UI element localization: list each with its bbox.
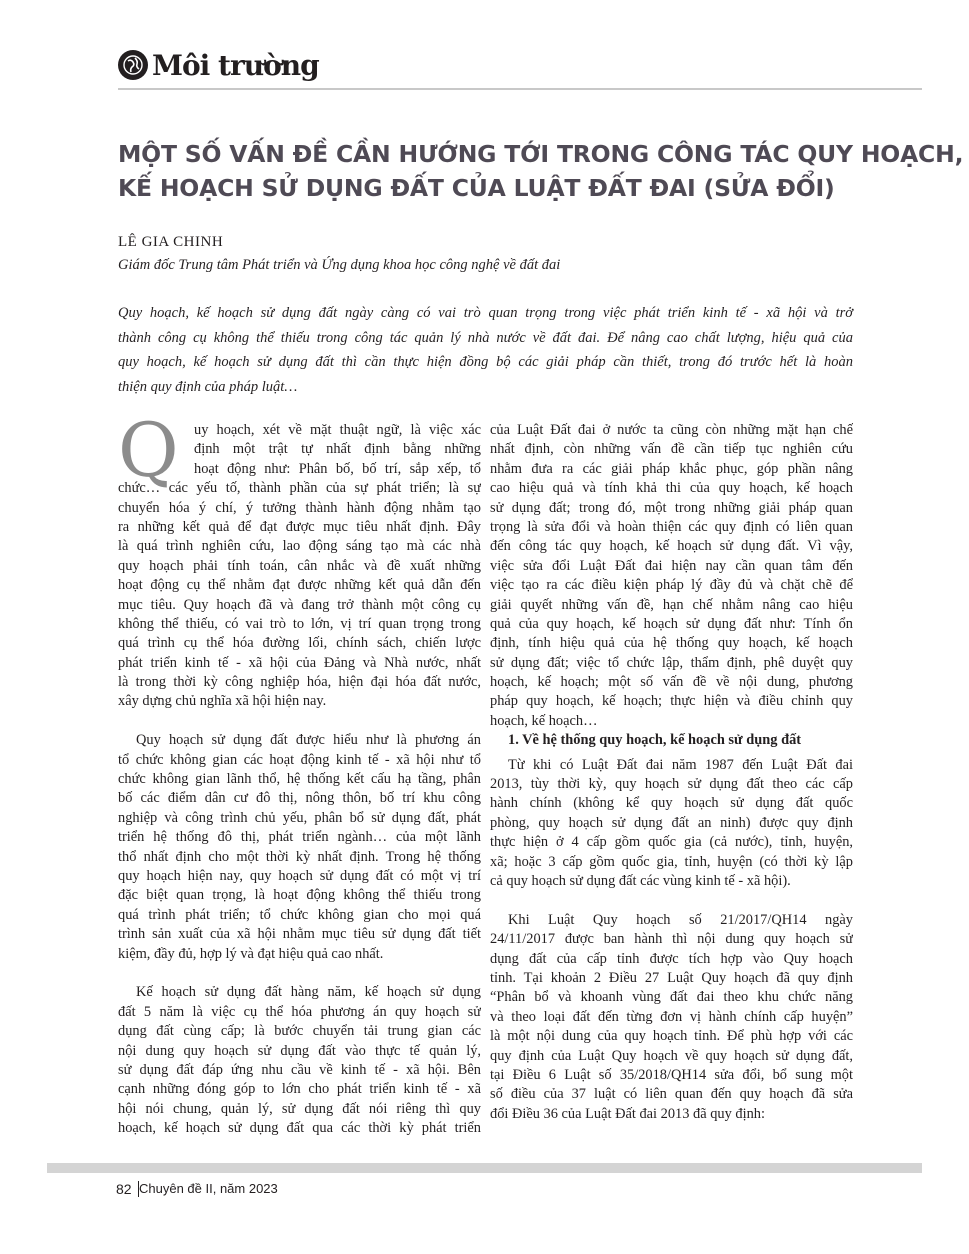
text-line: 24/11/2017 được ban hành thì nội dung quy hoạch sử: [490, 931, 853, 948]
text-line: quá trình phát triển; tổ chức không gian cho mọi quá: [118, 906, 481, 923]
text-line: nội dung quy hoạch sử dụng đất vào thực tế quản lý,: [118, 1042, 481, 1059]
abstract-line: thiện quy định của pháp luật…: [118, 378, 298, 395]
text-line: triển hệ thống đô thị, phát triển ngành… của một lãnh: [118, 829, 481, 846]
section-header: [118, 46, 319, 84]
text-line: xây dựng chủ nghĩa xã hội hiện nay.: [118, 693, 327, 710]
body-column-left: [118, 421, 481, 1138]
section-heading: 1. Về hệ thống quy hoạch, kế hoạch sử dụng đất: [508, 732, 802, 749]
text-line: là một nội dung của quy hoạch tỉnh. Để phù hợp với các: [490, 1028, 853, 1045]
drop-cap: Q: [118, 408, 179, 494]
text-line: số điều của 37 luật có liên quan đến quy hoạch đã sửa: [490, 1086, 853, 1103]
footer-band: [47, 1163, 922, 1173]
text-line: của Luật Đất đai ở nước ta cũng còn những mặt hạn chế: [490, 422, 853, 438]
text-line: quá trình cụ thể hóa đường lối, chính sách, chiến lược: [118, 635, 481, 652]
text-line: hoạt động cụ thể nhằm đạt được những kết quả dẫn đến: [118, 577, 481, 594]
paragraph: [118, 731, 481, 964]
text-line: nhất định, còn những vấn đề cần tiếp tục nghiên cứu: [490, 441, 853, 458]
text-line: Kế hoạch sử dụng đất hàng năm, kế hoạch sử dụng: [136, 984, 481, 1001]
text-line: Quy hoạch sử dụng đất được hiểu như là phương án: [136, 732, 481, 749]
paragraph: [490, 421, 853, 731]
text-line: định một trật tự nhất định bằng những: [194, 441, 481, 458]
issue-label: Chuyên đề II, năm 2023: [139, 1181, 278, 1196]
text-line: quy hoạch phải tính toán, cân nhắc và đề xuất những: [118, 557, 481, 574]
text-line: thổ nhất định cho một thời kỳ nhất định. Trong hệ thống: [118, 848, 481, 865]
text-line: bố các điểm dân cư đô thị, nông thôn, bố trí khu công: [118, 790, 481, 807]
text-line: xã; hoặc 3 cấp gồm quốc gia, tỉnh, huyện (có thời kỳ lập: [490, 853, 853, 870]
text-line: quy định của Luật Quy hoạch về quy hoạch sử dụng đất,: [490, 1047, 853, 1064]
article-title: [118, 137, 964, 205]
paragraph: [118, 983, 481, 1138]
text-line: 2013, tùy thời kỳ, quy hoạch sử dụng đất theo các cấp: [490, 776, 853, 793]
header-divider: [118, 88, 922, 90]
paragraph: [490, 756, 853, 892]
text-line: chức không gian lãnh thổ, hệ thống kết cấu hạ tầng, phân: [118, 771, 481, 788]
title-line: KẾ HOẠCH SỬ DỤNG ĐẤT CỦA LUẬT ĐẤT ĐAI (SỬA ĐỔI): [118, 174, 835, 202]
text-line: uy hoạch, xét về mặt thuật ngữ, là việc xác: [194, 422, 481, 438]
text-line: hoạch, kế hoạch sử dụng đất qua các thời kỳ phát triển: [118, 1120, 481, 1137]
text-line: sử dụng đất; việc tổ chức lập, thẩm định, phê duyệt quy: [490, 654, 853, 671]
text-line: “Phân bổ và khoanh vùng đất đai theo khu chức năng: [490, 989, 853, 1006]
text-line: hoạch, kế hoạch; một số vấn đề về nội dung, phương: [490, 674, 853, 691]
page-number: 82: [116, 1181, 139, 1197]
text-line: định, tính hiệu quả của hệ thống quy hoạch, kế hoạch: [490, 635, 853, 652]
text-line: hành chính (không kể quy hoạch sử dụng đất quốc: [490, 795, 853, 812]
section-title: Môi trường: [152, 48, 319, 82]
text-line: quy hoạch hiện nay, quy hoạch sử dụng đất có một vị trí: [118, 867, 481, 884]
paragraph: [490, 911, 853, 1124]
text-line: Khi Luật Quy hoạch số 21/2017/QH14 ngày: [508, 911, 853, 928]
title-line: MỘT SỐ VẤN ĐỀ CẦN HƯỚNG TỚI TRONG CÔNG TÁC QUY HOẠCH,: [118, 140, 964, 168]
text-line: và theo loại đất đến từng đơn vị hành chính cấp huyện”: [490, 1008, 853, 1025]
text-line: dụng đất cùng cấp; là bước chuyển tải trung gian các: [118, 1023, 481, 1040]
text-line: sử dụng đất đáp ứng nhu cầu về kinh tế - xã hội. Bên: [118, 1061, 481, 1078]
abstract-line: thành công cụ không thể thiếu trong công tác quản lý nhà nước về đất đai. Để nâng cao chất lượng, hiệu quả của: [118, 329, 853, 346]
text-line: cao hiệu quả và tính khả thi của quy hoạch, kế hoạch: [490, 480, 853, 497]
text-line: phát triển kinh tế - xã hội của Đảng và Nhà nước, nhất: [118, 654, 481, 671]
text-line: chức… các yếu tố, thành phần của sự phát triển; là sự: [118, 480, 481, 497]
text-line: là trong thời kỳ công nghiệp hóa, hiện đại hóa đất nước,: [118, 674, 481, 691]
text-line: đất 5 năm là việc cụ thể hóa phương án quy hoạch sử: [118, 1003, 481, 1020]
text-line: không thể thiếu, có vai trò to lớn, vị trí quan trọng trong: [118, 615, 481, 632]
text-line: quả của quy hoạch, kế hoạch sử dụng đất như: Tính ổn: [490, 615, 853, 632]
text-line: pháp quy hoạch, kế hoạch; thực hiện và điều chỉnh quy: [490, 693, 853, 710]
text-line: dụng đất của cấp tỉnh được tích hợp vào Quy hoạch: [490, 950, 853, 967]
text-line: việc tạo ra các điều kiện pháp lý đầy đủ và chặt chẽ để: [490, 577, 853, 594]
paragraph: [118, 421, 481, 712]
text-line: cạnh những đóng góp to lớn cho phát triển kinh tế - xã: [118, 1081, 481, 1098]
text-line: thực hiện ở 4 cấp gồm quốc gia (cả nước), tỉnh, huyện,: [490, 834, 853, 851]
abstract: [118, 301, 853, 399]
text-line: trình sản xuất của xã hội nhằm mục tiêu sử dụng đất tiết: [118, 926, 481, 943]
abstract-line: quy hoạch, kế hoạch sử dụng đất thì cần thực hiện đồng bộ các giải pháp cần thiết, trong đó trước hết là hoàn: [118, 354, 853, 370]
text-line: hoạch, kế hoạch…: [490, 712, 598, 729]
author-affiliation: Giám đốc Trung tâm Phát triển và Ứng dụng khoa học công nghệ về đất đai: [118, 257, 561, 273]
text-line: nhằm đưa ra các giải pháp khắc phục, góp phần nâng: [490, 460, 853, 477]
text-line: tỉnh. Tại khoản 2 Điều 27 Luật Quy hoạch đã quy định: [490, 969, 853, 986]
text-line: đặc biệt quan trọng, là hoạt động không thể thiếu trong: [118, 887, 481, 904]
text-line: đổi Điều 36 của Luật Đất đai 2013 đã quy định:: [490, 1105, 765, 1122]
text-line: trọng là sửa đổi và hoàn thiện các quy định có liên quan: [490, 518, 853, 535]
author-name: LÊ GIA CHINH: [118, 234, 224, 250]
text-line: ra những kết quả để đạt được mục tiêu nhất định. Đây: [118, 518, 481, 535]
body-column-right: [490, 421, 853, 1124]
text-line: nghiệp và công trình chủ yếu, phân bổ sử dụng đất, phát: [118, 809, 481, 826]
text-line: là quá trình nghiên cứu, lao động sáng tạo mà các nhà: [118, 538, 481, 555]
text-line: giải quyết những vấn đề, hạn chế nhằm nâng cao hiệu: [490, 596, 853, 613]
text-line: kiệm, đầy đủ, hợp lý và đạt hiệu quả cao nhất.: [118, 945, 384, 962]
text-line: hội nói chung, quản lý, sử dụng đất nói riêng thì quy: [118, 1100, 481, 1117]
text-line: tại Điều 6 Luật số 35/2018/QH14 sửa đổi, bổ sung một: [490, 1066, 853, 1083]
text-line: việc sửa đổi Luật Đất đai hiện nay cần quan tâm đến: [490, 557, 853, 574]
text-line: tổ chức không gian các hoạt động kinh tế - xã hội như tổ: [118, 751, 481, 768]
text-line: hoạt động như: Phân bố, bố trí, sắp xếp, tổ: [194, 460, 481, 477]
text-line: cả quy hoạch sử dụng đất các vùng kinh tế - xã hội).: [490, 872, 791, 889]
text-line: phòng, quy hoạch sử dụng đất an ninh) được quy định: [490, 814, 853, 831]
text-line: đến công tác quy hoạch, kế hoạch sử dụng đất. Vì vậy,: [490, 538, 853, 555]
text-line: chuyển hóa ý chí, ý tưởng thành hành động nhằm tạo: [118, 499, 481, 516]
text-line: sử dụng đất; trong đó, một trong những giải pháp quan: [490, 499, 853, 516]
abstract-line: Quy hoạch, kế hoạch sử dụng đất ngày càng có vai trò quan trọng trong việc phát triển kinh tế - xã hội và trở: [118, 305, 853, 321]
earth-icon: [118, 50, 148, 80]
text-line: mục tiêu. Quy hoạch đã và đang trở thành một công cụ: [118, 596, 481, 613]
text-line: Từ khi có Luật Đất đai năm 1987 đến Luật Đất đai: [508, 756, 853, 773]
